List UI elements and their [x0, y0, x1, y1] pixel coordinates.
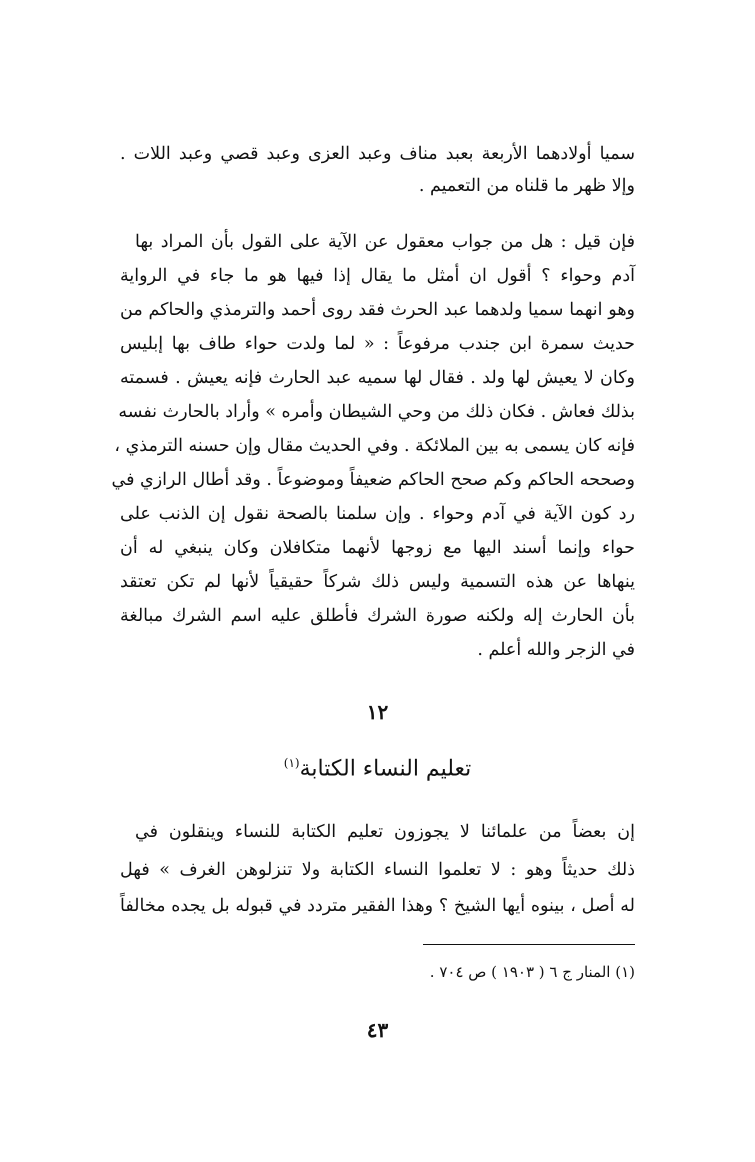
section-title — [0, 756, 755, 781]
text-line: وصححه الحاكم وكم صحح الحاكم ضعيفاً وموضوعاً . وقد أطال الرازي في — [111, 470, 635, 490]
text-line: بأن الحارث إله ولكنه صورة الشرك فأطلق عليه اسم الشرك مبالغة — [120, 606, 635, 626]
text-line: وإلا ظهر ما قلناه من التعميم . — [418, 176, 635, 196]
text-line: وكان لا يعيش لها ولد . فقال لها سميه عبد الحارث فإنه يعيش . فسمته — [120, 368, 635, 388]
text-line: رد كون الآية في آدم وحواء . وإن سلمنا بالصحة نقول إن الذنب على — [120, 504, 635, 524]
text-line: حواء وإنما أسند اليها مع زوجها لأنهما متكافلان وكان ينبغي له أن — [120, 538, 635, 558]
text-line: آدم وحواء ؟ أقول ان أمثل ما يقال إذا فيها هو ما جاء في الرواية — [120, 266, 635, 286]
footnote-divider — [423, 944, 635, 945]
text-line: وهو انهما سميا ولدهما عبد الحرث فقد روى أحمد والترمذي والحاكم من — [120, 300, 635, 320]
text-line: حديث سمرة ابن جندب مرفوعاً : « لما ولدت حواء طاف بها إبليس — [120, 334, 635, 354]
text-line: له أصل ، بينوه أيها الشيخ ؟ وهذا الفقير متردد في قبوله بل يجده مخالفاً — [120, 896, 635, 916]
section-title-text: تعليم النساء الكتابة — [299, 756, 472, 782]
footnote: (١) المنار ج ٦ ( ١٩٠٣ ) ص ٧٠٤ . — [429, 963, 635, 981]
text-line: إن بعضاً من علمائنا لا يجوزون تعليم الكتابة للنساء وينقلون في — [135, 822, 635, 842]
footnote-mark: (١) — [283, 756, 300, 770]
text-line: فإن قيل : هل من جواب معقول عن الآية على القول بأن المراد بها — [135, 232, 635, 252]
text-line: سميا أولادهما الأربعة بعبد مناف وعبد العزى وعبد قصي وعبد اللات . — [120, 144, 635, 164]
section-number: ١٢ — [366, 700, 389, 724]
text-line: بذلك فعاش . فكان ذلك من وحي الشيطان وأمره » وأراد بالحارث نفسه — [118, 402, 635, 422]
text-line: فإنه كان يسمى به بين الملائكة . وفي الحديث مقال وإن حسنه الترمذي ، — [114, 436, 635, 456]
text-line: في الزجر والله أعلم . — [477, 640, 635, 660]
text-line: ينهاها عن هذه التسمية وليس ذلك شركاً حقيقياً لأنها لم تكن تعتقد — [120, 572, 635, 592]
text-line: ذلك حديثاً وهو : لا تعلموا النساء الكتابة ولا تنزلوهن الغرف » فهل — [120, 860, 635, 880]
page-number: ٤٣ — [366, 1018, 389, 1042]
